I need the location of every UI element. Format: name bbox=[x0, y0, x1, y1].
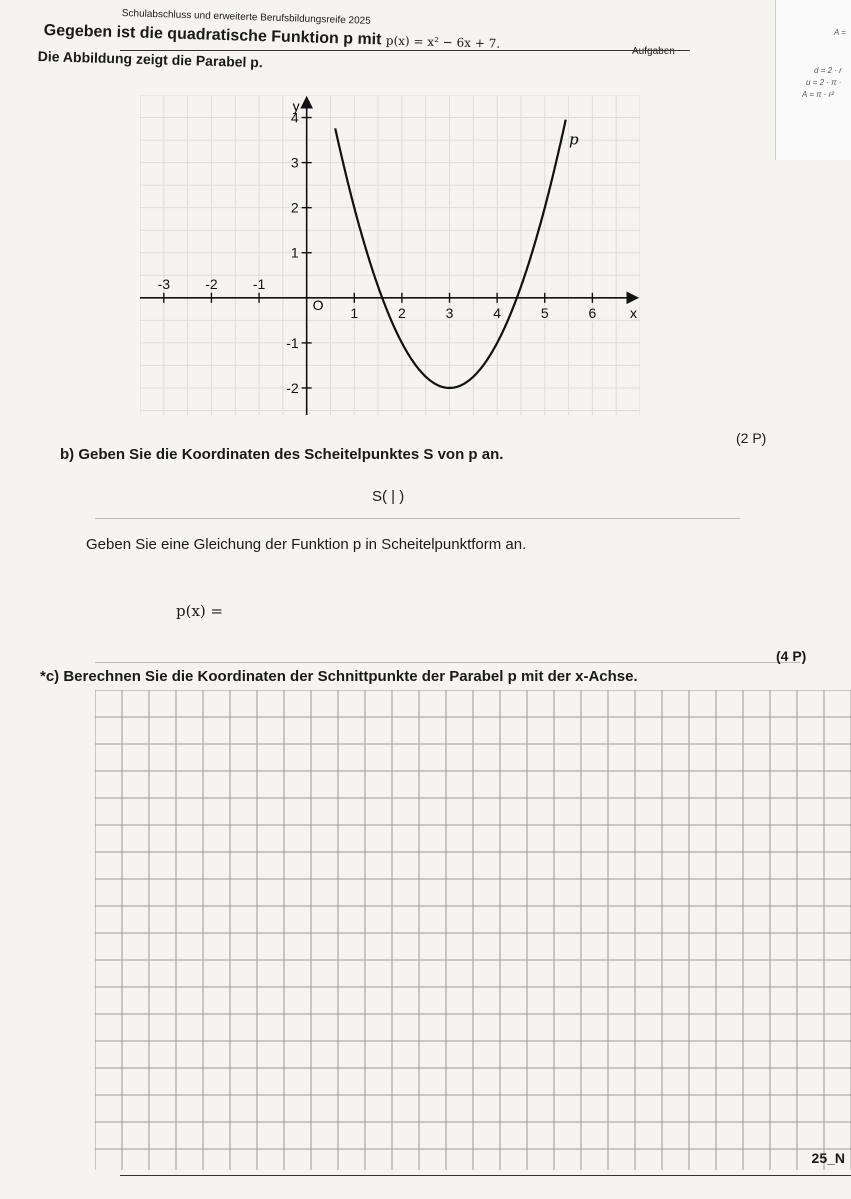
x-tick-label: 6 bbox=[588, 304, 597, 321]
side-note: d = 2 · r bbox=[814, 66, 842, 75]
side-note: u = 2 · π · bbox=[806, 78, 842, 87]
header-section: Aufgaben bbox=[632, 46, 675, 57]
answer-box-border bbox=[95, 662, 800, 663]
grid-svg bbox=[95, 690, 851, 1170]
function-formula: p(x) = x² − 6x + 7. bbox=[385, 33, 501, 51]
y-tick-label: -2 bbox=[286, 379, 299, 396]
graph-svg bbox=[140, 95, 640, 415]
y-tick-label: -1 bbox=[286, 334, 299, 351]
vertex-form-label: p(x) = bbox=[176, 602, 224, 620]
parabola-curve bbox=[335, 120, 566, 388]
intro-text: Gegeben ist die quadratische Funktion p mit bbox=[43, 22, 382, 49]
graph-grid bbox=[140, 95, 640, 415]
x-tick-label: 1 bbox=[350, 304, 359, 321]
part-b-question: b) Geben Sie die Koordinaten des Scheitelpunktes S von p an. bbox=[60, 446, 504, 463]
answer-box-border bbox=[95, 518, 740, 519]
vertex-answer-template[interactable]: S( | ) bbox=[372, 488, 405, 505]
part-c-points: (4 P) bbox=[776, 648, 807, 664]
y-axis-label: y bbox=[292, 98, 300, 114]
side-note: A = π · r² bbox=[802, 90, 834, 99]
page-number: 25_N bbox=[811, 1150, 845, 1166]
origin-label: O bbox=[312, 296, 324, 313]
y-tick-label: 3 bbox=[290, 154, 299, 171]
formula-side-sheet bbox=[775, 0, 851, 160]
parabola-graph bbox=[140, 95, 640, 415]
x-tick-label: -2 bbox=[205, 275, 218, 292]
side-note: A = bbox=[834, 28, 846, 37]
part-b-question-2: Geben Sie eine Gleichung der Funktion p in Scheitelpunktform an. bbox=[86, 536, 527, 553]
y-tick-label: 4 bbox=[290, 109, 299, 126]
header-divider bbox=[120, 50, 690, 51]
part-b-points: (2 P) bbox=[736, 430, 767, 446]
x-tick-label: -1 bbox=[252, 275, 266, 292]
x-tick-label: 4 bbox=[493, 304, 502, 321]
header-title: Schulabschluss und erweiterte Berufsbildungsreife 2025 bbox=[121, 8, 371, 27]
x-tick-label: 2 bbox=[398, 304, 406, 321]
x-tick-label: 5 bbox=[540, 304, 549, 321]
part-c-question: *c) Berechnen Sie die Koordinaten der Schnittpunkte der Parabel p mit der x-Achse. bbox=[40, 668, 638, 685]
function-label: p bbox=[569, 130, 579, 149]
footer-divider bbox=[120, 1175, 851, 1176]
y-tick-label: 1 bbox=[290, 244, 299, 261]
x-tick-label: 3 bbox=[445, 304, 454, 321]
x-tick-label: -3 bbox=[157, 275, 171, 292]
intro-line-2: Die Abbildung zeigt die Parabel p. bbox=[37, 48, 263, 71]
intro-line-1 bbox=[43, 22, 500, 53]
x-axis-label: x bbox=[630, 304, 637, 321]
calculation-grid[interactable] bbox=[95, 690, 851, 1170]
y-tick-label: 2 bbox=[290, 199, 299, 216]
